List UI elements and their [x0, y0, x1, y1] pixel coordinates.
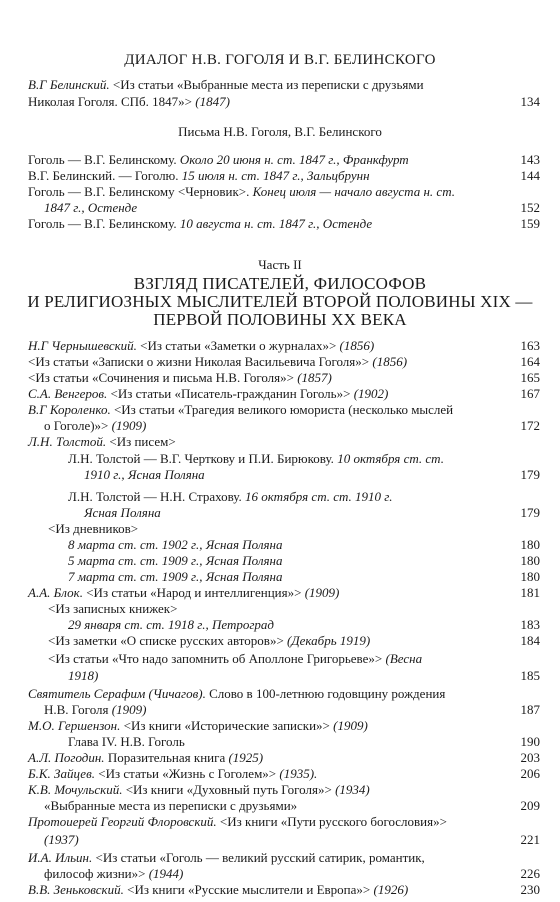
- toc-entry: [44, 418, 146, 434]
- toc-entry: [68, 489, 392, 505]
- page-number: 180: [520, 569, 540, 584]
- toc-entry: [44, 866, 183, 882]
- toc-text: <Из писем>: [106, 434, 176, 449]
- toc-text: Н.В. Гоголя: [44, 702, 112, 717]
- toc-entry: [68, 668, 98, 684]
- toc-author: М.О. Гершензон.: [28, 718, 121, 733]
- toc-text: <Из статьи «Гоголь — великий русский сатирик, романтик,: [92, 850, 425, 865]
- page-number: 179: [520, 505, 540, 520]
- toc-text: философ жизни»>: [44, 866, 149, 881]
- toc-date: (1902): [353, 386, 389, 401]
- toc-entry: [28, 814, 447, 830]
- page-number: 206: [520, 766, 540, 781]
- toc-entry: [68, 617, 274, 633]
- letter-entry: В.Г. Белинский. — Гоголю. 15 июля н. ст. 1847 г., Зальцбрунн: [28, 168, 370, 183]
- page-number: 167: [520, 386, 540, 401]
- toc-entry: [28, 766, 317, 782]
- toc-text: Поразительная книга: [104, 750, 229, 765]
- part-title-line1: ВЗГЛЯД ПИСАТЕЛЕЙ, ФИЛОСОФОВ: [133, 274, 427, 293]
- toc-text: «Выбранные места из переписки с друзьями»: [44, 798, 298, 813]
- page-number: 144: [520, 168, 540, 183]
- toc-author: Протоиерей Георгий Флоровский.: [28, 814, 217, 829]
- section-title: ДИАЛОГ Н.В. ГОГОЛЯ И В.Г. БЕЛИНСКОГО: [124, 52, 436, 68]
- toc-entry: [68, 553, 283, 569]
- toc-entry: [28, 386, 388, 402]
- page-number: 163: [520, 338, 540, 353]
- toc-date: 8 марта ст. ст. 1902 г., Ясная Поляна: [68, 537, 283, 552]
- toc-text: <Из статьи «Народ и интеллигенция»>: [82, 585, 305, 600]
- toc-text: <Из статьи «Что надо запомнить об Аполлоне Григорьеве»>: [48, 651, 386, 666]
- toc-author: Святитель Серафим (Чичагов).: [28, 686, 206, 701]
- toc-entry: [44, 798, 297, 814]
- toc-author: Л.Н. Толстой.: [28, 434, 107, 449]
- part-title-line2: И РЕЛИГИОЗНЫХ МЫСЛИТЕЛЕЙ ВТОРОЙ ПОЛОВИНЫ XIX —: [27, 292, 533, 311]
- toc-entry: [28, 338, 374, 354]
- toc-date: (1944): [148, 866, 184, 881]
- toc-text: <Из статьи «Трагедия великого юмориста (несколько мыслей: [110, 402, 454, 417]
- page-number: 221: [520, 832, 540, 847]
- toc-entry: [68, 734, 185, 750]
- toc-entry: [48, 521, 138, 537]
- toc-date: (1856): [339, 338, 375, 353]
- toc-entry: [68, 569, 283, 585]
- toc-author: Н.Г Чернышевский.: [28, 338, 137, 353]
- toc-entry: [84, 505, 161, 521]
- toc-author: И.А. Ильин.: [28, 850, 93, 865]
- page-number: 159: [520, 216, 540, 231]
- page-number: 209: [520, 798, 540, 813]
- page-number: 172: [520, 418, 540, 433]
- toc-date: (1909): [333, 718, 368, 733]
- toc-text: <Из статьи «Писатель-гражданин Гоголь»>: [107, 386, 354, 401]
- toc-text: Глава IV. Н.В. Гоголь: [68, 734, 185, 749]
- toc-author: С.А. Венгеров.: [28, 386, 108, 401]
- toc-date: (1925): [228, 750, 264, 765]
- page-number: 164: [520, 354, 540, 369]
- entry-belinsky-line2: Николая Гоголя. СПб. 1847»> (1847): [28, 94, 230, 109]
- toc-entry: [28, 354, 407, 370]
- toc-text: <Из заметки «О списке русских авторов»>: [48, 633, 288, 648]
- toc-text: <Из книги «Духовный путь Гоголя»>: [122, 782, 336, 797]
- letter-entry-cont: 1847 г., Остенде: [44, 200, 138, 215]
- toc-date: (Декабрь 1919): [287, 633, 371, 648]
- toc-text: <Из книги «Русские мыслители и Европа»>: [123, 882, 374, 897]
- part-title-line3: ПЕРВОЙ ПОЛОВИНЫ XX ВЕКА: [153, 310, 407, 329]
- page-number: 183: [520, 617, 540, 632]
- page-number: 184: [520, 633, 540, 648]
- toc-text: <Из статьи «Жизнь с Гоголем»>: [94, 766, 280, 781]
- toc-text: <Из дневников>: [48, 521, 139, 536]
- toc-entry: [28, 402, 453, 418]
- page-number: 143: [520, 152, 540, 167]
- toc-entry: [28, 782, 370, 798]
- toc-entry: [68, 451, 444, 467]
- page-number: 203: [520, 750, 540, 765]
- toc-entry: [28, 718, 368, 734]
- letters-subtitle: Письма Н.В. Гоголя, В.Г. Белинского: [178, 124, 382, 139]
- part-label: Часть II: [258, 257, 302, 272]
- toc-date: 1910 г., Ясная Поляна: [84, 467, 205, 482]
- toc-entry: [68, 537, 283, 553]
- toc-date: (1856): [372, 354, 408, 369]
- page-number: 179: [520, 467, 540, 482]
- toc-date: (Весна: [385, 651, 423, 666]
- toc-date: (1937): [44, 832, 79, 847]
- page-number: 181: [520, 585, 540, 600]
- toc-date: (1857): [297, 370, 332, 385]
- page-number: 187: [520, 702, 540, 717]
- toc-author: К.В. Мочульский.: [28, 782, 123, 797]
- toc-date: (1926): [373, 882, 409, 897]
- toc-entry: [48, 601, 177, 617]
- toc-date: (1935).: [279, 766, 318, 781]
- toc-entry: [48, 651, 422, 667]
- toc-date: 1918): [68, 668, 99, 683]
- toc-entry: [28, 585, 339, 601]
- toc-date: (1934): [335, 782, 370, 797]
- toc-text: <Из статьи «Сочинения и письма Н.В. Гоголя»>: [28, 370, 298, 385]
- toc-text: <Из записных книжек>: [48, 601, 178, 616]
- page-number: 226: [520, 866, 540, 881]
- page-number: 180: [520, 553, 540, 568]
- toc-date: (1909): [111, 702, 147, 717]
- toc-entry: [48, 633, 370, 649]
- toc-entry: [28, 750, 263, 766]
- toc-date: Ясная Поляна: [84, 505, 161, 520]
- toc-date: 16 октября ст. ст. 1910 г.: [245, 489, 393, 504]
- entry-belinsky-line1: В.Г Белинский. <Из статьи «Выбранные места из переписки с друзьями: [28, 77, 424, 92]
- toc-entry: [28, 686, 445, 702]
- toc-entry: [28, 882, 408, 898]
- page-number: 180: [520, 537, 540, 552]
- page-number: 185: [520, 668, 540, 683]
- toc-text: <Из книги «Исторические записки»>: [120, 718, 334, 733]
- toc-entry: [28, 434, 176, 450]
- toc-text: <Из статьи «Заметки о журналах»>: [136, 338, 340, 353]
- page-number: 190: [520, 734, 540, 749]
- toc-author: А.Л. Погодин.: [28, 750, 105, 765]
- toc-date: 7 марта ст. ст. 1909 г., Ясная Поляна: [68, 569, 283, 584]
- toc-date: (1909): [111, 418, 147, 433]
- toc-text: Слово в 100-летнюю годовщину рождения: [205, 686, 446, 701]
- toc-entry: [44, 832, 79, 848]
- toc-entry: [28, 370, 332, 386]
- toc-author: А.А. Блок.: [28, 585, 83, 600]
- toc-text: <Из статьи «Записки о жизни Николая Васильевича Гоголя»>: [28, 354, 373, 369]
- letter-entry: Гоголь — В.Г. Белинскому. Около 20 июня н. ст. 1847 г., Франкфурт: [28, 152, 409, 167]
- toc-entry: [84, 467, 205, 483]
- toc-entry: [28, 850, 425, 866]
- toc-author: Б.К. Зайцев.: [28, 766, 95, 781]
- page-number: 230: [520, 882, 540, 897]
- toc-text: о Гоголе)»>: [44, 418, 112, 433]
- toc-entry: [44, 702, 146, 718]
- letter-entry: Гоголь — В.Г. Белинскому. 10 августа н. ст. 1847 г., Остенде: [28, 216, 373, 231]
- page-number: 165: [520, 370, 540, 385]
- toc-date: 29 января ст. ст. 1918 г., Петроград: [68, 617, 274, 632]
- letter-entry: Гоголь — В.Г. Белинскому <Черновик>. Конец июля — начало августа н. ст.: [28, 184, 455, 199]
- toc-date: 10 октября ст. ст.: [337, 451, 444, 466]
- toc-date: (1909): [304, 585, 340, 600]
- toc-author: В.Г Короленко.: [28, 402, 111, 417]
- toc-text: Л.Н. Толстой — Н.Н. Страхову.: [68, 489, 246, 504]
- toc-author: В.В. Зеньковский.: [28, 882, 124, 897]
- toc-text: Л.Н. Толстой — В.Г. Черткову и П.И. Бирюкову.: [68, 451, 338, 466]
- page-number: 152: [520, 200, 540, 215]
- page-number: 134: [520, 94, 540, 109]
- toc-date: 5 марта ст. ст. 1909 г., Ясная Поляна: [68, 553, 283, 568]
- toc-text: <Из книги «Пути русского богословия»>: [216, 814, 447, 829]
